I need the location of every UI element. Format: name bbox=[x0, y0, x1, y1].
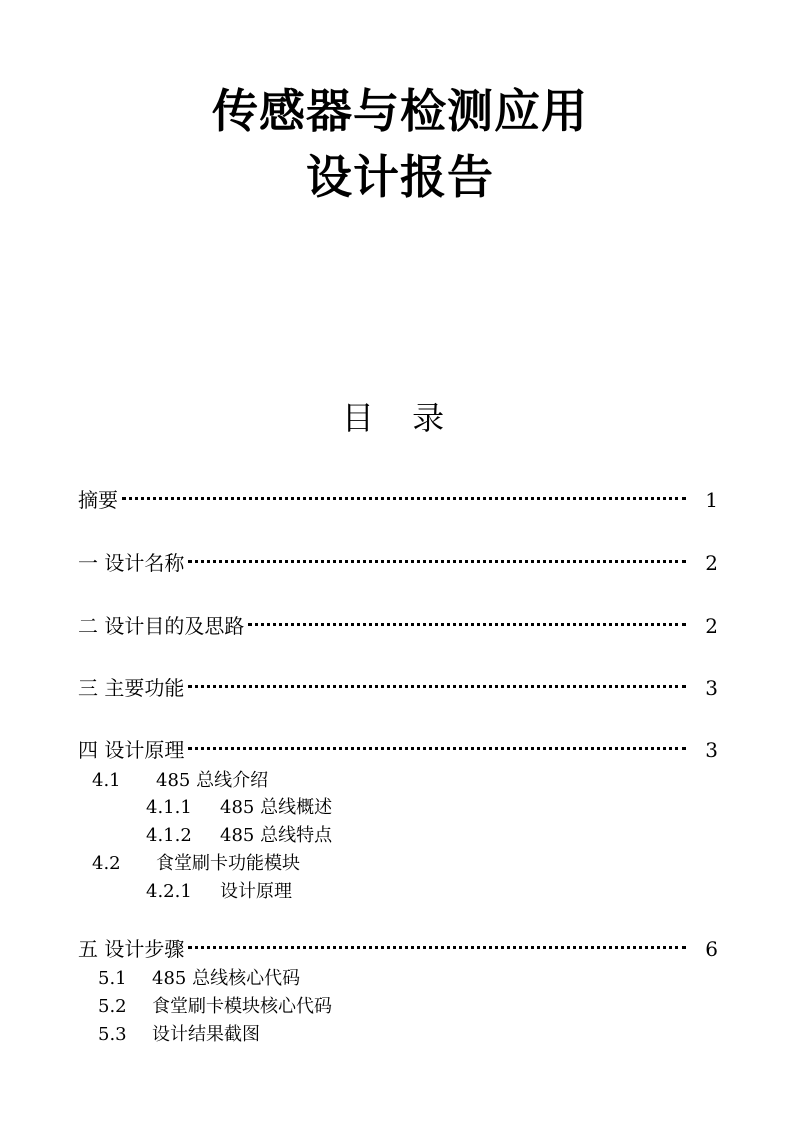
toc-entry-label: 四 设计原理 bbox=[78, 738, 185, 762]
dot-leader bbox=[188, 560, 686, 563]
toc-page-number: 2 bbox=[705, 614, 718, 638]
toc-entry-design-name[interactable] bbox=[78, 548, 718, 578]
toc-entry-design-principle[interactable] bbox=[78, 735, 718, 765]
toc-sub-label: 485 总线概述 bbox=[220, 797, 333, 818]
toc-sub-number: 4.2 bbox=[92, 853, 121, 874]
toc-subentry[interactable] bbox=[92, 849, 300, 879]
toc-entry-design-steps[interactable] bbox=[78, 934, 718, 964]
toc-entry-label: 二 设计目的及思路 bbox=[78, 614, 245, 638]
dot-leader bbox=[248, 623, 686, 626]
toc-sub-number: 5.3 bbox=[98, 1024, 127, 1045]
toc-subentry[interactable] bbox=[98, 1020, 260, 1050]
toc-entry-main-functions[interactable] bbox=[78, 673, 718, 703]
toc-page-number: 3 bbox=[705, 676, 718, 700]
toc-sub-label: 485 总线核心代码 bbox=[152, 968, 301, 989]
title-line-2: 设计报告 bbox=[306, 150, 494, 204]
toc-entry-design-purpose[interactable] bbox=[78, 611, 718, 641]
toc-entry-label: 三 主要功能 bbox=[78, 676, 185, 700]
toc-subentry[interactable] bbox=[146, 877, 292, 907]
report-title bbox=[0, 78, 800, 210]
toc-sub-label: 食堂刷卡功能模块 bbox=[156, 853, 300, 874]
toc-sub-label: 设计结果截图 bbox=[152, 1024, 260, 1045]
dot-leader bbox=[188, 747, 686, 750]
toc-sub-number: 5.1 bbox=[98, 968, 127, 989]
dot-leader bbox=[188, 685, 686, 688]
toc-page-number: 1 bbox=[705, 488, 718, 512]
toc-subentry[interactable] bbox=[146, 821, 332, 851]
toc-entry-label: 一 设计名称 bbox=[78, 551, 185, 575]
toc-page-number: 3 bbox=[705, 738, 718, 762]
toc-heading: 目 录 bbox=[341, 399, 459, 437]
toc-sub-label: 485 总线介绍 bbox=[156, 770, 269, 791]
toc-sub-number: 4.1.2 bbox=[146, 825, 192, 846]
toc-entry-abstract[interactable] bbox=[78, 485, 718, 515]
toc-sub-number: 4.1.1 bbox=[146, 797, 192, 818]
toc-sub-number: 4.2.1 bbox=[146, 881, 192, 902]
toc-subentry[interactable] bbox=[146, 793, 332, 823]
toc-sub-label: 485 总线特点 bbox=[220, 825, 333, 846]
toc-subentry[interactable] bbox=[98, 992, 332, 1022]
title-line-1: 传感器与检测应用 bbox=[212, 84, 588, 138]
toc-sub-number: 5.2 bbox=[98, 996, 127, 1017]
toc-entry-label: 摘要 bbox=[78, 488, 118, 512]
toc-sub-number: 4.1 bbox=[92, 770, 121, 791]
toc-subentry[interactable] bbox=[98, 964, 300, 994]
toc-entry-label: 五 设计步骤 bbox=[78, 937, 185, 961]
dot-leader bbox=[188, 946, 686, 949]
toc-sub-label: 食堂刷卡模块核心代码 bbox=[152, 996, 332, 1017]
toc-subentry[interactable] bbox=[92, 766, 268, 796]
toc-page-number: 2 bbox=[705, 551, 718, 575]
dot-leader bbox=[122, 497, 686, 500]
toc-sub-label: 设计原理 bbox=[220, 881, 292, 902]
toc-page-number: 6 bbox=[705, 937, 718, 961]
